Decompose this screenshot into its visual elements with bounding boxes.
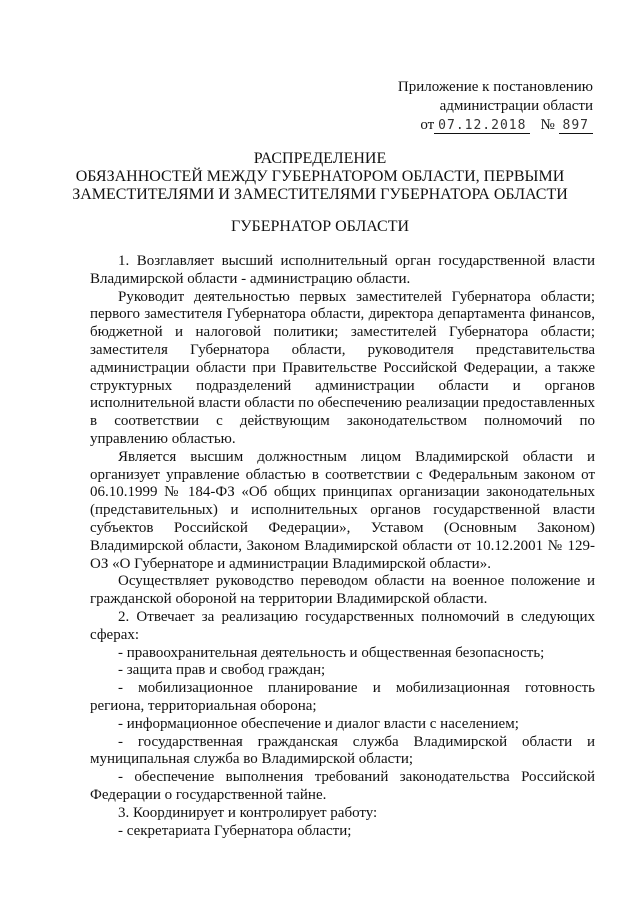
date-prefix: от	[420, 117, 435, 133]
list-item: - секретариата Губернатора области;	[118, 822, 352, 839]
paragraph: Руководит деятельностью первых заместителей Губернатора области; первого заместителя Губернатора области, директора департамента финансов, бюджетной и налоговой политики; заместителей Губернатора области; заместителя Губернатора области, руководителя представительства администрации области при Правительстве Российской Федерации, а также структурных подразделений администрации области и органов исполнительной власти области по обеспечению реализации предоставленных в соответствии с действующим законодательством полномочий по управлению областью.	[90, 288, 595, 447]
paragraph: Осуществляет руководство переводом области на военное положение и гражданской обороной на территории Владимирской области.	[90, 573, 595, 608]
document-title	[0, 150, 640, 204]
list-item: - информационное обеспечение и диалог власти с населением;	[118, 715, 519, 732]
document-body	[90, 253, 595, 840]
list-item: - мобилизационное планирование и мобилизационная готовность региона, территориальная оборона;	[90, 680, 595, 714]
list-item: - обеспечение выполнения требований законодательства Российской Федерации о государственной тайне.	[90, 769, 595, 803]
paragraph: 1. Возглавляет высший исполнительный орган государственной власти Владимирской области - администрацию области.	[90, 253, 595, 287]
title-line-1: РАСПРЕДЕЛЕНИЕ	[253, 150, 387, 167]
appendix-block	[398, 78, 593, 135]
appendix-line-1: Приложение к постановлению	[397, 79, 593, 95]
date-value: 07.12.2018	[434, 118, 530, 134]
appendix-date-line	[398, 116, 593, 135]
paragraph: Является высшим должностным лицом Владимирской области и организует управление областью в соответствии с Федеральным законом от 06.10.1999 № 184-ФЗ «Об общих принципах организации законодательных (представительных) и исполнительных органов государственной власти субъектов Российской Федерации», Уставом (Основным Законом) Владимирской области, Законом Владимирской области от 10.12.2001 № 129-ОЗ «О Губернаторе и администрации Владимирской области».	[90, 448, 595, 572]
number-label: №	[540, 117, 555, 133]
list-item: - защита прав и свобод граждан;	[118, 662, 326, 679]
title-line-2: ОБЯЗАННОСТЕЙ МЕЖДУ ГУБЕРНАТОРОМ ОБЛАСТИ, ПЕРВЫМИ	[75, 168, 565, 185]
section-title: ГУБЕРНАТОР ОБЛАСТИ	[230, 218, 410, 235]
title-line-3: ЗАМЕСТИТЕЛЯМИ И ЗАМЕСТИТЕЛЯМИ ГУБЕРНАТОРА ОБЛАСТИ	[72, 186, 568, 203]
appendix-line-2: администрации области	[439, 98, 593, 114]
list-item: - государственная гражданская служба Владимирской области и муниципальная служба во Владимирской области;	[90, 733, 595, 768]
list-item: - правоохранительная деятельность и общественная безопасность;	[118, 644, 545, 661]
paragraph: 3. Координирует и контролирует работу:	[118, 804, 378, 821]
number-value: 897	[559, 118, 593, 134]
paragraph: 2. Отвечает за реализацию государственных полномочий в следующих сферах:	[90, 608, 595, 643]
